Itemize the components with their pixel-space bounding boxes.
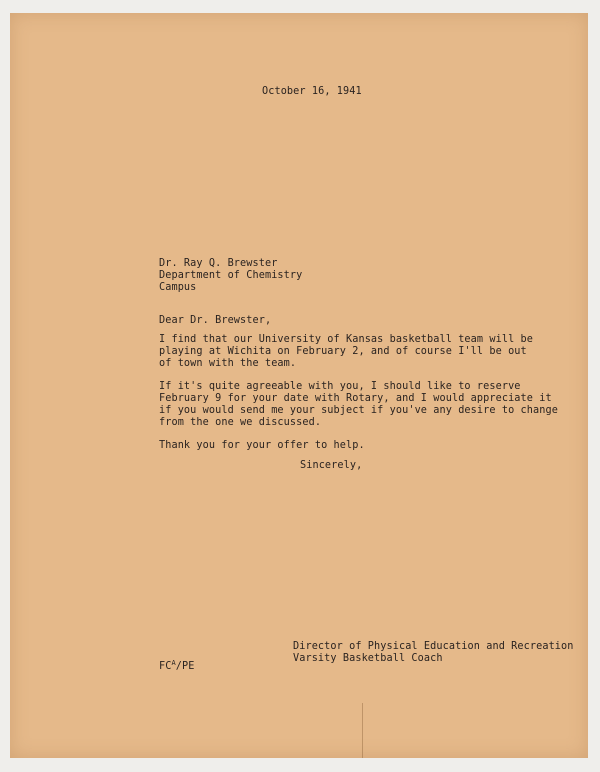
paper-fold-mark [362, 703, 363, 758]
initials-superscript: A [171, 659, 176, 667]
signature-role: Varsity Basketball Coach [293, 653, 443, 664]
salutation: Dear Dr. Brewster, [159, 315, 272, 326]
paragraph-2-line: If it's quite agreeable with you, I should like to reserve [159, 381, 521, 392]
paragraph-3: Thank you for your offer to help. [159, 440, 365, 451]
paragraph-2-line: if you would send me your subject if you've any desire to change [159, 405, 558, 416]
recipient-name: Dr. Ray Q. Brewster [159, 258, 278, 269]
paragraph-1-line: of town with the team. [159, 358, 297, 369]
recipient-location: Campus [159, 282, 197, 293]
letter-page [10, 13, 588, 758]
paragraph-1-line: I find that our University of Kansas basketball team will be [159, 334, 534, 345]
signature-title: Director of Physical Education and Recreation [293, 641, 574, 652]
closing: Sincerely, [300, 460, 363, 471]
typist-initials [159, 657, 195, 673]
recipient-department: Department of Chemistry [159, 270, 303, 281]
initials-rest: /PE [175, 661, 195, 672]
initials-base: FC [159, 661, 172, 672]
paragraph-2-line: February 9 for your date with Rotary, and I would appreciate it [159, 393, 552, 404]
paragraph-2-line: from the one we discussed. [159, 417, 322, 428]
letter-date: October 16, 1941 [262, 86, 362, 97]
paragraph-1-line: playing at Wichita on February 2, and of course I'll be out [159, 346, 527, 357]
